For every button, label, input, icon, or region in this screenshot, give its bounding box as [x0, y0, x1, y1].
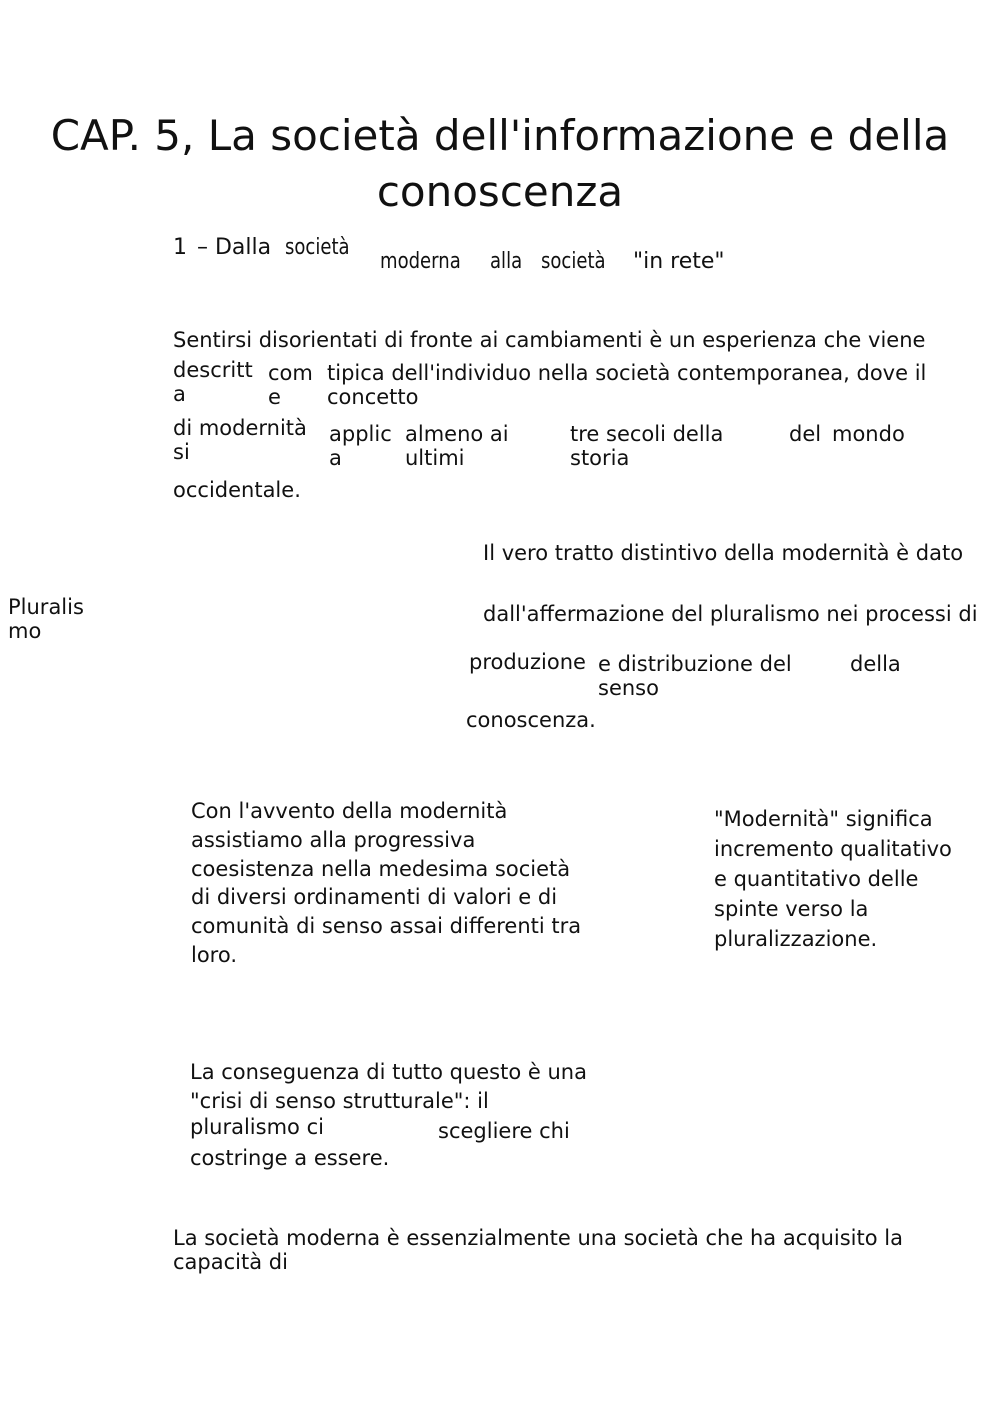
section-heading-word: moderna [380, 249, 461, 274]
section-heading-word: alla [490, 249, 523, 274]
paragraph-fragment: del [789, 422, 822, 446]
paragraph-fragment: di modernità si [173, 416, 307, 464]
section-heading-word: società [285, 235, 350, 260]
paragraph-fragment: occidentale. [173, 478, 301, 502]
paragraph-fragment: descritt a [173, 358, 253, 406]
paragraph-fragment: e distribuzione del senso [598, 652, 792, 700]
paragraph-fragment: conoscenza. [466, 708, 596, 732]
paragraph-final: La società moderna è essenzialmente una società che ha acquisito la capacità di [173, 1226, 903, 1274]
paragraph-line: Sentirsi disorientati di fronte ai cambiamenti è un esperienza che viene [173, 328, 926, 352]
paragraph-fragment: tre secoli della storia [570, 422, 724, 470]
text-block-left: Con l'avvento della modernità assistiamo alla progressiva coesistenza nella medesima società di diversi ordinamenti di valori e di comunità di senso assai differenti tra loro. [191, 799, 582, 967]
sidebar-label: Pluralis mo [8, 595, 84, 643]
paragraph-line: dall'affermazione del pluralismo nei processi di [483, 602, 978, 626]
paragraph-fragment: produzione [469, 650, 586, 674]
section-heading-word: – Dalla [197, 235, 272, 260]
paragraph-fragment: costringe a essere. [190, 1146, 390, 1170]
paragraph-fragment: tipica dell'individuo nella società contemporanea, dove il concetto [327, 361, 927, 409]
section-heading-word: "in rete" [633, 249, 725, 274]
paragraph-fragment: com e [268, 361, 313, 409]
paragraph-fragment: scegliere chi [438, 1119, 570, 1143]
paragraph-fragment: mondo [832, 422, 905, 446]
paragraph-fragment: della [850, 652, 901, 676]
paragraph-fragment: almeno ai ultimi [405, 422, 509, 470]
text-block-consequence: La conseguenza di tutto questo è una "crisi di senso strutturale": il [190, 1060, 587, 1113]
paragraph-fragment: applic a [329, 422, 392, 470]
text-block-right: "Modernità" significa incremento qualitativo e quantitativo delle spinte verso la pluralizzazione. [714, 807, 952, 952]
page-title: CAP. 5, La società dell'informazione e della conoscenza [50, 111, 950, 216]
paragraph-line: Il vero tratto distintivo della modernità è dato [483, 541, 964, 565]
paragraph-fragment: pluralismo ci [190, 1115, 324, 1139]
section-heading-number: 1 [173, 235, 187, 260]
section-heading-word: società [541, 249, 606, 274]
